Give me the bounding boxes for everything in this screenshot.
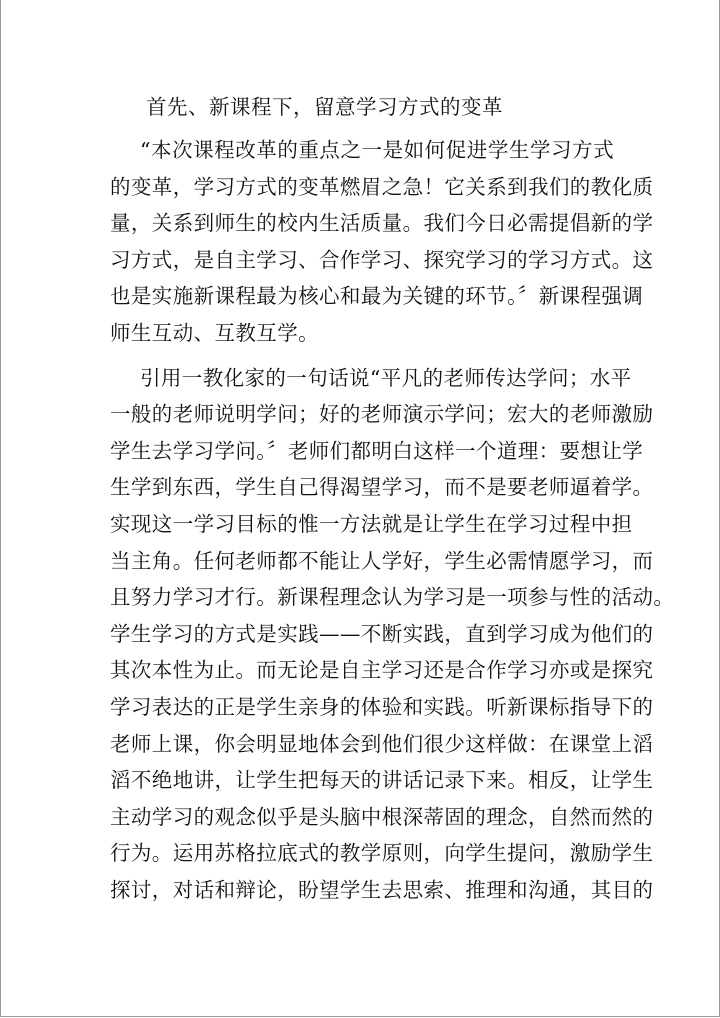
- paragraph-line: 主动学习的观念似乎是头脑中根深蒂固的理念，自然而然的: [110, 804, 654, 829]
- paragraph-line: 当主角。任何老师都不能让人学好，学生必需情愿学习，而: [110, 548, 654, 573]
- paragraph-line: 量，关系到师生的校内生活质量。我们今日必需提倡新的学: [110, 211, 654, 236]
- paragraph-line: 探讨，对话和辩论，盼望学生去思索、推理和沟通，其目的: [110, 877, 654, 902]
- paragraph-line: 学生去学习学问。〞老师们都明白这样一个道理：要想让学: [110, 438, 644, 463]
- paragraph-line: 其次本性为止。而无论是自主学习还是合作学习亦或是探究: [110, 658, 654, 683]
- paragraph-line: 引用一教化家的一句话说“平凡的老师传达学问；水平: [140, 365, 632, 390]
- paragraph-line: 实现这一学习目标的惟一方法就是让学生在学习过程中担: [110, 511, 633, 536]
- paragraph-line: 老师上课，你会明显地体会到他们很少这样做：在课堂上滔: [110, 731, 654, 756]
- paragraph-2: [110, 360, 675, 909]
- paragraph-line: 学生学习的方式是实践——不断实践，直到学习成为他们的: [110, 621, 654, 646]
- paragraph-line: 且努力学习才行。新课程理念认为学习是一项参与性的活动。: [110, 585, 675, 610]
- paragraph-line: 滔不绝地讲，让学生把每天的讲话记录下来。相反，让学生: [110, 768, 654, 793]
- paragraph-line: 也是实施新课程最为核心和最为关键的环节。〞新课程强调: [110, 284, 644, 309]
- paragraph-line: 生学到东西，学生自己得渴望学习，而不是要老师逼着学。: [110, 475, 654, 500]
- paragraph-line: 习方式，是自主学习、合作学习、探究学习的学习方式。这: [110, 247, 654, 272]
- paragraph-line: 行为。运用苏格拉底式的教学原则，向学生提问，激励学生: [110, 841, 654, 866]
- document-body: [110, 90, 675, 916]
- section-heading: 首先、新课程下，留意学习方式的变革: [146, 95, 503, 119]
- paragraph-line: 学习表达的正是学生亲身的体验和实践。听新课标指导下的: [110, 694, 654, 719]
- paragraph-1: [110, 132, 654, 352]
- paragraph-line: 的变革，学习方式的变革燃眉之急！它关系到我们的教化质: [110, 174, 654, 199]
- paragraph-line: “本次课程改革的重点之一是如何促进学生学习方式: [140, 138, 614, 162]
- paragraph-line: 一般的老师说明学问；好的老师演示学问；宏大的老师激励: [110, 402, 654, 427]
- paragraph-line: 师生互动、互教互学。: [110, 320, 319, 345]
